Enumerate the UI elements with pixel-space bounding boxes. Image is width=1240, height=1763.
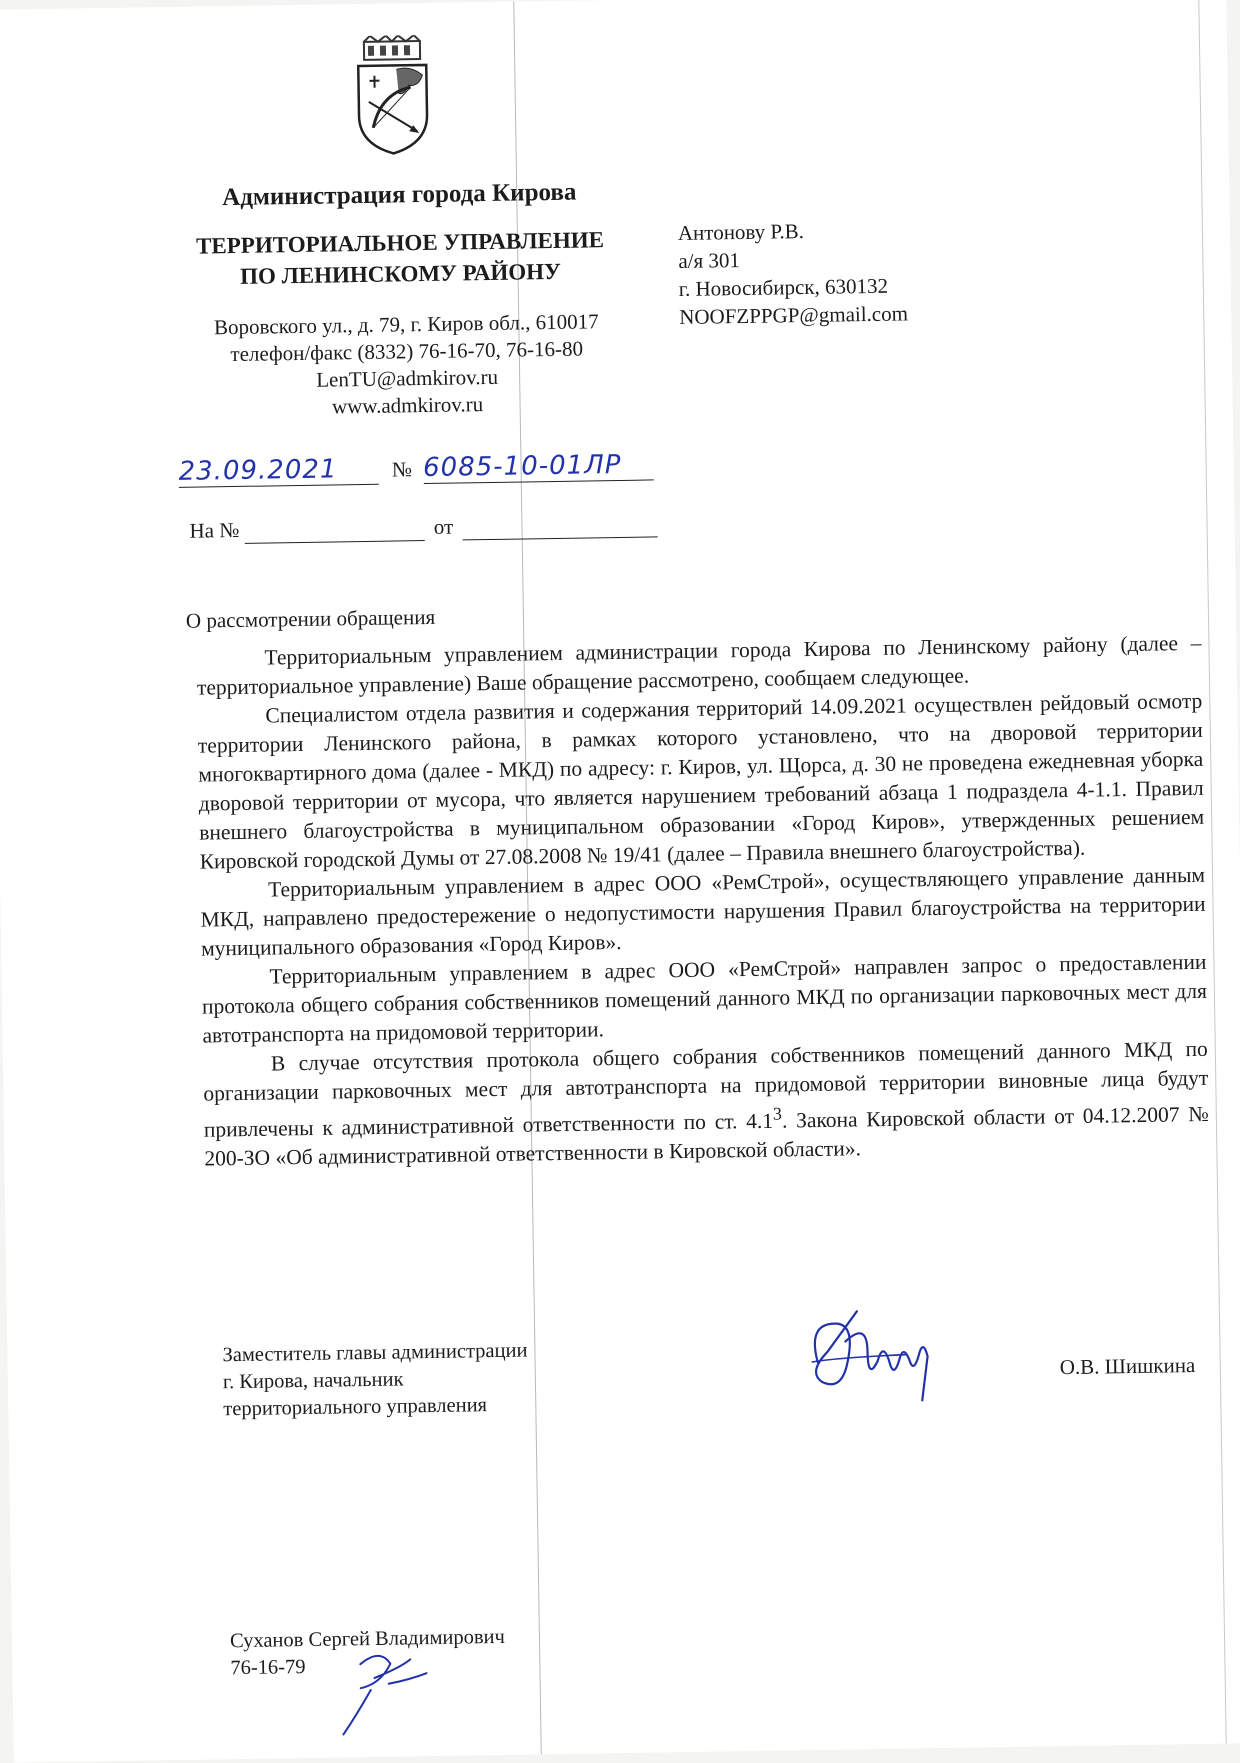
executor-name: Суханов Сергей Владимирович	[230, 1622, 630, 1655]
signer-line-3: территориального управления	[223, 1390, 623, 1423]
sender-email: LenTU@admkirov.ru	[162, 361, 652, 396]
signer-name: О.В. Шишкина	[1060, 1353, 1196, 1380]
recipient-name: Антонову Р.В.	[678, 214, 1018, 247]
signer-position	[222, 1336, 623, 1423]
reference-from-label: от	[434, 515, 454, 539]
handwritten-initials	[330, 1643, 441, 1740]
registration-date: 23.09.2021	[178, 454, 337, 486]
handwritten-signature	[797, 1300, 949, 1412]
recipient-po-box: а/я 301	[678, 242, 1018, 275]
body-paragraph: Территориальным управлением в адрес ООО «РемСтрой» направлен запрос о предоставлении протокола общего собрания собственников помещений данного МКД по организации парковочных мест для автотранспорта на придомовой территории.	[201, 948, 1207, 1051]
recipient-city: г. Новосибирск, 630132	[679, 270, 1019, 303]
registration-number-field	[423, 449, 653, 484]
letter-subject: О рассмотрении обращения	[186, 605, 436, 634]
executor-phone: 76-16-79	[230, 1649, 630, 1682]
reference-date-blank	[462, 511, 657, 540]
registration-date-field	[178, 454, 378, 488]
number-sign: №	[392, 457, 412, 481]
registration-number: 6085-10-01ЛР	[423, 450, 622, 483]
department-name	[170, 224, 631, 293]
sender-contacts	[161, 307, 653, 423]
sender-phone: телефон/факс (8332) 76-16-70, 76-16-80	[162, 334, 652, 369]
organization-name: Администрация города Кирова	[189, 178, 609, 213]
reference-number-blank	[244, 515, 424, 544]
body-paragraph: Специалистом отдела развития и содержания территорий 14.09.2021 осуществлен рейдовый осмотр территории Ленинского района, в рамках которого установлено, что на дворовой территории многоквартирного дома (далее - МКД) по адресу: г. Киров, ул. Щорса, д. 30 не проведена ежедневная уборка дворовой территории от мусора, что является нарушением требований абзаца 1 подраздела 4-1.1. Правил внешнего благоустройства в муниципальном образовании «Город Киров», утвержденных решением Кировской городской Думы от 27.08.2008 № 19/41 (далее – Правила внешнего благоустройства).	[197, 687, 1205, 877]
signer-line-1: Заместитель главы администрации	[222, 1336, 622, 1369]
department-line-2: ПО ЛЕНИНСКОМУ РАЙОНУ	[170, 255, 630, 293]
reference-label: На №	[189, 518, 239, 543]
recipient-email: NOOFZPPGP@gmail.com	[679, 298, 1019, 331]
recipient-block	[678, 214, 1020, 331]
body-paragraph: Территориальным управлением в адрес ООО «РемСтрой», осуществляющего управление данным МКД, направлено предостережение о недопустимости нарушения Правил благоустройства на территории муниципального образования «Город Киров».	[200, 861, 1206, 964]
signer-line-2: г. Кирова, начальник	[223, 1363, 623, 1396]
body-paragraph-last: В случае отсутствия протокола общего собрания собственников помещений данного МКД по организации парковочных мест для автотранспорта на придомовой территории виновные лица будут привлечены к административной ответственности по ст. $4.1^3$. Закона Кировской области от 04.12.2007 № 200-ЗО «Об административной ответственности в Кировской области».	[203, 1035, 1210, 1174]
sender-address: Воровского ул., д. 79, г. Киров обл., 610017	[161, 307, 651, 342]
body-paragraph: Территориальным управлением администрации города Кирова по Ленинскому району (далее – территориальное управление) Ваше обращение рассмотрено, сообщаем следующее.	[196, 629, 1202, 703]
registration-row	[178, 449, 679, 497]
department-line-1: ТЕРРИТОРИАЛЬНОЕ УПРАВЛЕНИЕ	[170, 224, 630, 262]
reference-row	[189, 511, 669, 545]
sender-website: www.admkirov.ru	[162, 388, 652, 423]
article-superscript: 3	[773, 1103, 782, 1123]
letter-body	[196, 629, 1209, 1174]
coat-of-arms-icon	[352, 35, 434, 156]
